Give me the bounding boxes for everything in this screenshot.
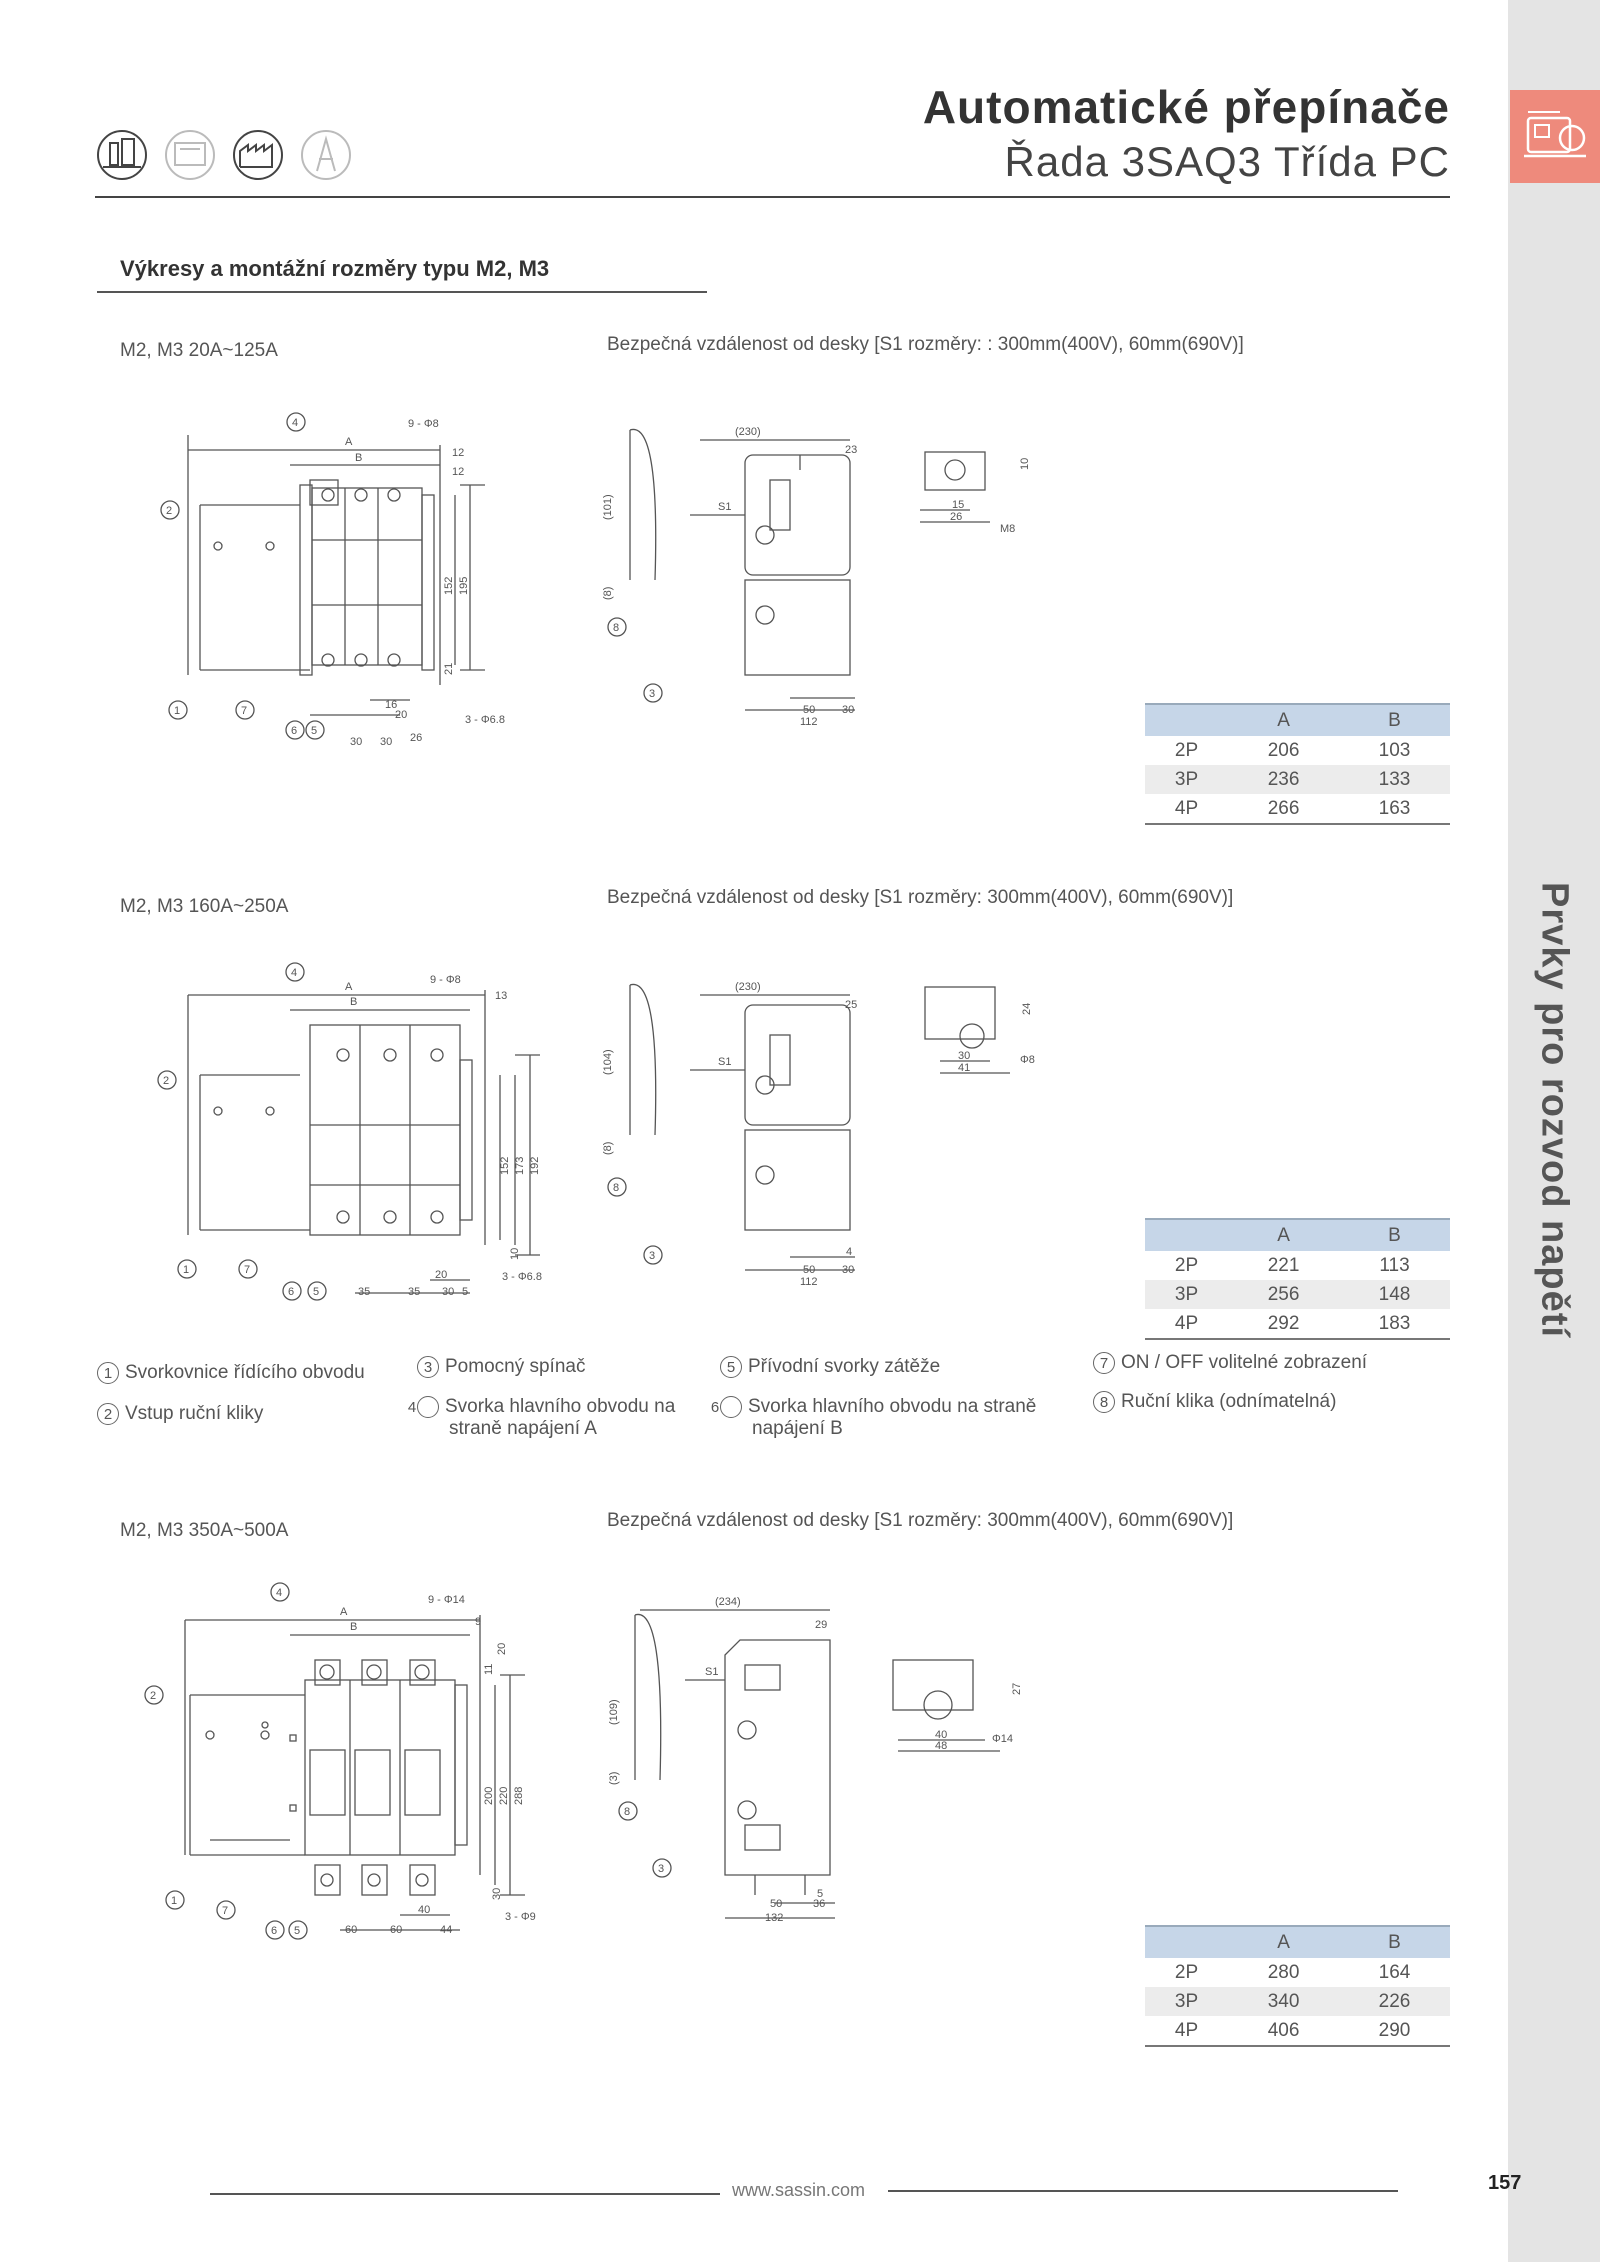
dim-text: 200 (483, 1786, 495, 1805)
dim-text: 4 (846, 1246, 853, 1258)
legend-item-7: 7 ON / OFF volitelné zobrazení (1093, 1352, 1413, 1374)
legend-item-5: 5 Přívodní svorky zátěže (720, 1356, 1020, 1378)
svg-text:3: 3 (658, 1863, 665, 1875)
dim-text: 24 (1021, 1002, 1033, 1015)
dim-text: 30 (842, 704, 855, 716)
dim-text: (230) (735, 981, 761, 993)
svg-text:1: 1 (174, 705, 181, 717)
dim-text: B (350, 996, 358, 1008)
dim-text: B (350, 1621, 358, 1633)
svg-text:8: 8 (613, 1182, 620, 1194)
dim-text: 12 (452, 447, 465, 459)
clearance-note-2: Bezpečná vzdálenost od desky [S1 rozměry: 300mm(400V), 60mm(690V)] (607, 887, 1234, 908)
dim-text: 152 (499, 1156, 511, 1175)
side-view-drawing-1 (600, 410, 1050, 750)
svg-text:6: 6 (291, 725, 298, 737)
dim-text: 60 (390, 1924, 403, 1936)
dim-text: 35 (408, 1286, 421, 1298)
svg-text:8: 8 (624, 1806, 631, 1818)
residential-icon (98, 131, 146, 179)
dim-text: 11 (483, 1663, 495, 1675)
dim-text: 152 (443, 576, 455, 595)
svg-text:3: 3 (649, 1250, 656, 1262)
svg-text:2: 2 (163, 1075, 170, 1087)
section-title: Výkresy a montážní rozměry typu M2, M3 (120, 256, 550, 281)
dim-text: (104) (602, 1049, 614, 1075)
dim-text: 16 (385, 699, 398, 711)
front-view-drawing-2 (140, 955, 580, 1315)
dim-text: 3 - Φ9 (505, 1911, 536, 1923)
svg-text:6: 6 (288, 1286, 295, 1298)
side-view-drawing-2 (600, 965, 1050, 1305)
legend-item-3: 3 Pomocný spínač (417, 1356, 707, 1378)
infrastructure-icon (302, 131, 350, 179)
footer-website: www.sassin.com (732, 2180, 866, 2200)
dim-text: 26 (950, 511, 963, 523)
sidebar-category-label-wrap (1508, 830, 1600, 1390)
footer-line-left (210, 2193, 720, 2195)
svg-text:4: 4 (291, 967, 298, 979)
dim-text: 3 - Φ6.8 (502, 1271, 542, 1283)
dim-text: 12 (452, 466, 465, 478)
dim-text: 195 (458, 576, 470, 595)
page-number: 157 (1488, 2172, 1522, 2194)
dimension-table-3: A B 2P 280 164 3P 340 226 4P 406 290 (1145, 1925, 1450, 2047)
dim-text: (8) (602, 1141, 614, 1155)
dim-text: S1 (705, 1666, 719, 1678)
svg-text:6: 6 (271, 1925, 278, 1937)
dim-text: 220 (498, 1786, 510, 1805)
dim-text: 30 (958, 1050, 971, 1062)
dim-text: 13 (495, 990, 508, 1002)
svg-text:1: 1 (171, 1895, 178, 1907)
dim-text: 60 (345, 1924, 358, 1936)
svg-text:5: 5 (294, 1925, 301, 1937)
legend-item-2: 2 Vstup ruční kliky (97, 1403, 407, 1425)
dim-text: 40 (418, 1904, 431, 1916)
industrial-icon (234, 131, 282, 179)
dim-text: 30 (842, 1264, 855, 1276)
dim-text: 27 (1011, 1682, 1023, 1695)
dim-text: 9 - Φ8 (430, 974, 461, 986)
sidebar-category-label: Prvky pro rozvod napětí (1533, 882, 1576, 1338)
page-subtitle: Řada 3SAQ3 Třída PC (1004, 138, 1450, 185)
dim-text: A (340, 1606, 348, 1618)
dim-text: (8) (602, 586, 614, 600)
svg-text:2: 2 (166, 505, 173, 517)
dim-text: 23 (845, 444, 858, 456)
svg-text:7: 7 (222, 1905, 229, 1917)
dim-text: (109) (608, 1699, 620, 1725)
switch-device-icon (1510, 90, 1600, 183)
dim-text: 50 (803, 1264, 816, 1276)
dim-text: 30 (380, 736, 393, 748)
commercial-icon (166, 131, 214, 179)
dim-text: 48 (935, 1740, 948, 1752)
svg-text:4: 4 (276, 1587, 283, 1599)
section-underline (97, 291, 707, 293)
svg-text:7: 7 (241, 705, 248, 717)
dim-text: 29 (815, 1619, 828, 1631)
clearance-note-1: Bezpečná vzdálenost od desky [S1 rozměry: : 300mm(400V), 60mm(690V)] (607, 334, 1244, 355)
dim-text: 44 (440, 1924, 453, 1936)
dim-text: 3 - Φ6.8 (465, 714, 505, 726)
dim-text: 132 (765, 1912, 784, 1924)
dim-text: 112 (800, 716, 818, 728)
dim-text: 30 (442, 1286, 455, 1298)
footer-line-right (888, 2190, 1398, 2192)
dim-text: B (355, 452, 363, 464)
dim-text: 35 (358, 1286, 371, 1298)
svg-text:5: 5 (311, 725, 318, 737)
model-label-1: M2, M3 20A~125A (120, 340, 278, 361)
dim-text: 173 (514, 1156, 526, 1175)
legend-item-6: 6 Svorka hlavního obvodu na straně napájení B (710, 1396, 1037, 1439)
clearance-note-3: Bezpečná vzdálenost od desky [S1 rozměry: 300mm(400V), 60mm(690V)] (607, 1510, 1234, 1531)
category-badge (1510, 90, 1600, 183)
dimension-table-1: A B 2P 206 103 3P 236 133 4P 266 163 (1145, 703, 1450, 825)
dim-text: 15 (952, 499, 965, 511)
dim-text: A (345, 981, 353, 993)
dim-text: S1 (718, 1056, 732, 1068)
dim-text: 9 - Φ14 (428, 1594, 465, 1606)
dim-text: Φ8 (1020, 1054, 1035, 1066)
model-label-2: M2, M3 160A~250A (120, 896, 289, 917)
svg-text:7: 7 (244, 1264, 251, 1276)
dim-text: A (345, 436, 353, 448)
svg-text:5: 5 (313, 1286, 320, 1298)
dim-text: 50 (770, 1898, 783, 1910)
dim-text: 288 (513, 1786, 525, 1805)
dim-text: 9 - Φ8 (408, 418, 439, 430)
dim-text: Φ14 (992, 1733, 1014, 1745)
dim-text: (234) (715, 1596, 741, 1608)
front-view-drawing-1 (140, 405, 580, 755)
dim-text: (3) (608, 1771, 620, 1785)
dim-text: M8 (1000, 523, 1016, 535)
legend-item-4: 4 Svorka hlavního obvodu na straně napájení A (407, 1396, 676, 1439)
dim-text: 5 (462, 1286, 469, 1298)
svg-text:8: 8 (613, 622, 620, 634)
front-view-drawing-3 (140, 1575, 580, 1955)
dim-text: 10 (509, 1247, 521, 1260)
dim-text: 112 (800, 1276, 818, 1288)
certification-icons (95, 125, 355, 185)
dim-text: (230) (735, 426, 761, 438)
dim-text: 40 (935, 1729, 948, 1741)
side-view-drawing-3 (600, 1585, 1050, 1960)
dim-text: 21 (443, 662, 455, 675)
svg-text:3: 3 (649, 688, 656, 700)
model-label-3: M2, M3 350A~500A (120, 1520, 289, 1541)
page-title: Automatické přepínače (922, 81, 1450, 133)
header-divider (95, 196, 1450, 198)
legend-item-1: 1 Svorkovnice řídícího obvodu (97, 1362, 407, 1384)
dim-text: 36 (813, 1898, 826, 1910)
dim-text: 9 (475, 1616, 482, 1628)
svg-text:2: 2 (150, 1690, 157, 1702)
legend-item-8: 8 Ruční klika (odnímatelná) (1093, 1391, 1413, 1413)
svg-text:4: 4 (292, 417, 299, 429)
dim-text: 5 (817, 1888, 824, 1900)
dim-text: 30 (491, 1887, 503, 1900)
dim-text: 41 (958, 1062, 971, 1074)
dim-text: 20 (496, 1642, 508, 1655)
dim-text: 26 (410, 732, 423, 744)
dim-text: 25 (845, 999, 858, 1011)
dim-text: (101) (602, 494, 614, 520)
dim-text: S1 (718, 501, 732, 513)
svg-text:1: 1 (183, 1264, 190, 1276)
dim-text: 192 (529, 1156, 541, 1175)
dim-text: 50 (803, 704, 816, 716)
dim-text: 20 (395, 709, 408, 721)
dim-text: 30 (350, 736, 363, 748)
dimension-table-2: A B 2P 221 113 3P 256 148 4P 292 183 (1145, 1218, 1450, 1340)
dim-text: 20 (435, 1269, 448, 1281)
dim-text: 10 (1019, 457, 1031, 470)
